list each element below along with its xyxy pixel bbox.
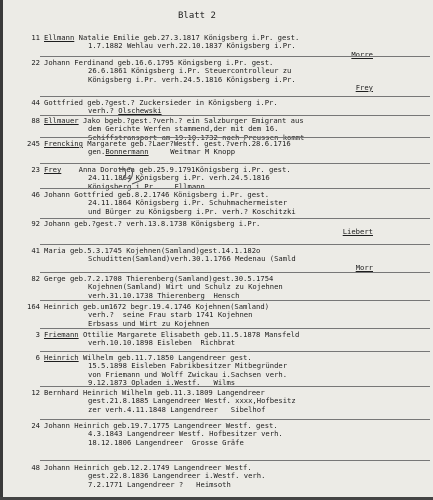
entry-number: 88 bbox=[31, 116, 40, 125]
surname: Friemann bbox=[44, 330, 79, 339]
entry-number: 44 bbox=[31, 98, 40, 107]
entry-number: 46 bbox=[31, 190, 40, 199]
entry-text: Königsberg i.Pr. verh.24.5.1816 Königsberg i.Pr. bbox=[88, 74, 296, 84]
entry-number: 12 bbox=[31, 388, 40, 397]
entry-text: Schiffstransport am 19.10.1732 nach Preussen kommt bbox=[88, 132, 305, 142]
entry-text: Maria geb.5.3.1745 Kojehnen(Samland)gest.14.1.182o bbox=[44, 246, 261, 255]
spouse-surname: Frey bbox=[355, 82, 373, 92]
entry-text: Erbsass und Wirt zu Kojehnen bbox=[88, 318, 210, 328]
entry-text: verh.31.10.1738 Thierenberg Hensch bbox=[88, 290, 240, 300]
surname: Frey bbox=[44, 165, 62, 174]
entry-number: 82 bbox=[31, 274, 40, 283]
entry-divider bbox=[40, 244, 430, 245]
entry-text: Wilhelm geb.11.7.1850 Langendreer gest. bbox=[78, 353, 252, 362]
entry-divider bbox=[40, 56, 430, 57]
entry-text: gest.21.8.1885 Langendreer Westf. xxxx,Hofbesitz bbox=[88, 396, 296, 406]
entry-text: verh.? seine Frau starb 1741 Kojehnen bbox=[88, 310, 253, 320]
surname: Heinrich bbox=[44, 353, 79, 362]
entry-line bbox=[88, 406, 265, 414]
entry-text: 7.2.1771 Langendreer ? Heimsoth bbox=[88, 479, 231, 489]
entry-text: Natalie Emilie geb.27.3.1817 Königsberg i.Pr. gest. bbox=[74, 33, 300, 42]
entry-divider bbox=[40, 163, 430, 164]
entry-text: 26.6.1861 Königsberg i.Pr. Steuercontrolleur zu bbox=[88, 66, 292, 76]
entry-number: 23 bbox=[31, 165, 40, 174]
entry-text: 1.7.1882 Wehlau verh.22.10.1837 Königsberg i.Pr. bbox=[88, 41, 296, 51]
entry-text: und Bürger zu Königsberg i.Pr. verh.? Koschitzki bbox=[88, 206, 296, 216]
entry-divider bbox=[40, 386, 430, 387]
entry-divider bbox=[40, 218, 430, 219]
entry-number: 164 bbox=[27, 302, 40, 311]
entry-divider bbox=[40, 328, 430, 329]
entry-text: Weitmar M Knopp bbox=[148, 147, 236, 157]
entry-number: 48 bbox=[31, 463, 40, 472]
surname: Ellmann bbox=[44, 33, 75, 42]
entry-line bbox=[88, 339, 235, 347]
spouse-surname: Bonnermann bbox=[105, 147, 149, 157]
entry-divider bbox=[40, 351, 430, 352]
entry-divider bbox=[40, 419, 430, 420]
entry-line bbox=[88, 42, 296, 50]
entry-text: Ottilie Margarete Elisabeth geb.11.5.1878 Mansfeld bbox=[78, 330, 300, 339]
entry-text: Heinrich geb.um1672 begr.19.4.1746 Kojehnen(Samland) bbox=[44, 302, 270, 311]
entry-line bbox=[88, 208, 296, 216]
entry-text: verh.10.10.1898 Eisleben Richbrat bbox=[88, 338, 236, 348]
entry-text: gen. bbox=[88, 147, 106, 157]
entry-number: 11 bbox=[31, 33, 40, 42]
entry-text: Bernhard Heinrich Wilhelm geb.11.3.1809 Langendreer bbox=[44, 388, 265, 397]
entry-text: gest.22.8.1836 Langendreer i.Westf. verh. bbox=[88, 471, 266, 481]
surname: Frencking bbox=[44, 139, 83, 148]
entry-divider bbox=[40, 137, 430, 138]
entry-divider bbox=[40, 115, 430, 116]
entry-text: Johann Heinrich geb.12.2.1749 Langendreer Westf. bbox=[44, 463, 252, 472]
entry-text: 18.12.1806 Langendreer Grosse Gräfe bbox=[88, 437, 244, 447]
entry-line bbox=[88, 439, 244, 447]
entry-line bbox=[88, 481, 231, 489]
entry-divider bbox=[40, 188, 430, 189]
entry-number: 6 bbox=[35, 353, 40, 362]
entry-divider bbox=[40, 272, 430, 273]
entry-text: Kojehnen(Samland) Wirt und Schulz zu Kojehnen bbox=[88, 282, 283, 292]
entry-text: 15.5.1898 Eisleben Fabrikbesitzer Mitbegründer bbox=[88, 361, 288, 371]
entry-text: Gerge geb.7.2.1708 Thierenberg(Samland)gest.30.5.1754 bbox=[44, 274, 274, 283]
entry-text: 24.11.1864 Königsberg i.Pr. Schuhmachermeister bbox=[88, 198, 288, 208]
entry-text: 9.12.1873 Opladen i.Westf. Wilms bbox=[88, 377, 236, 387]
entry-line bbox=[88, 76, 296, 84]
spouse-surname: Liebert bbox=[342, 227, 373, 237]
entry-text: Königsberg i.Pr. Ellmann bbox=[88, 181, 205, 191]
entry-number: 22 bbox=[31, 58, 40, 67]
entry-number: 24 bbox=[31, 421, 40, 430]
entry-text: 24.11.1864 Königsberg i.Pr. verh.24.5.1816 bbox=[88, 173, 270, 183]
entry-number: 3 bbox=[35, 330, 40, 339]
entry-line bbox=[88, 292, 239, 300]
entry-text: Johann Gottfried geb.8.2.1746 Königsberg i.Pr. gest. bbox=[44, 190, 270, 199]
entry-text: Jako bgeb.?gest.?verh.? ein Salzburger Emigrant aus bbox=[78, 116, 304, 125]
entry-text: Johann Heinrich geb.19.7.1775 Langendreer Westf. gest. bbox=[44, 421, 278, 430]
entry-text: Gottfried geb.?gest.? Zuckersieder in Königsberg i.Pr. bbox=[44, 98, 278, 107]
entry-text: dem Gerichte Werfen stammend,der mit dem 16. bbox=[88, 124, 279, 134]
entry-divider bbox=[40, 460, 430, 461]
entry-number: 245 bbox=[27, 139, 40, 148]
entry-text: verh.? bbox=[88, 106, 119, 116]
entry-text: Johann Ferdinand geb.16.6.1795 Königsberg i.Pr. gest. bbox=[44, 58, 274, 67]
entry-line bbox=[44, 220, 260, 228]
page-edge bbox=[0, 0, 3, 500]
entry-text: Anna Dorothea geb.25.9.1791Königsberg i.Pr. gest. bbox=[61, 165, 291, 174]
entry-text: 4.3.1843 Langendreer Westf. Hofbesitzer verh. bbox=[88, 429, 283, 439]
entry-text: von Friemann und Wolff Zwickau i.Sachsen verh. bbox=[88, 369, 288, 379]
entry-text: zer verh.4.11.1848 Langendreer Sibelhof bbox=[88, 404, 266, 414]
page-label: Blatt 2 bbox=[178, 11, 216, 21]
entry-text: Margarete geb.?Laer?Westf. gest.?verh.28.6.1716 bbox=[82, 139, 291, 148]
entry-text: Johann geb.?gest.? verh.13.8.1738 Königsberg i.Pr. bbox=[44, 219, 261, 228]
entry-line bbox=[88, 320, 209, 328]
spouse-surname: Morr bbox=[355, 262, 373, 272]
surname: Ellmauer bbox=[44, 116, 79, 125]
entry-divider bbox=[40, 96, 430, 97]
entry-number: 92 bbox=[31, 219, 40, 228]
entry-line bbox=[88, 255, 296, 263]
entry-number: 41 bbox=[31, 246, 40, 255]
spouse-surname: Olschewski bbox=[118, 106, 162, 116]
entry-divider bbox=[40, 300, 430, 301]
entry-text: Schuditten(Samland)verh.30.1.1766 Medenau (Samld bbox=[88, 254, 296, 264]
spouse-surname: Morre bbox=[351, 49, 373, 59]
entry-line bbox=[88, 148, 235, 156]
